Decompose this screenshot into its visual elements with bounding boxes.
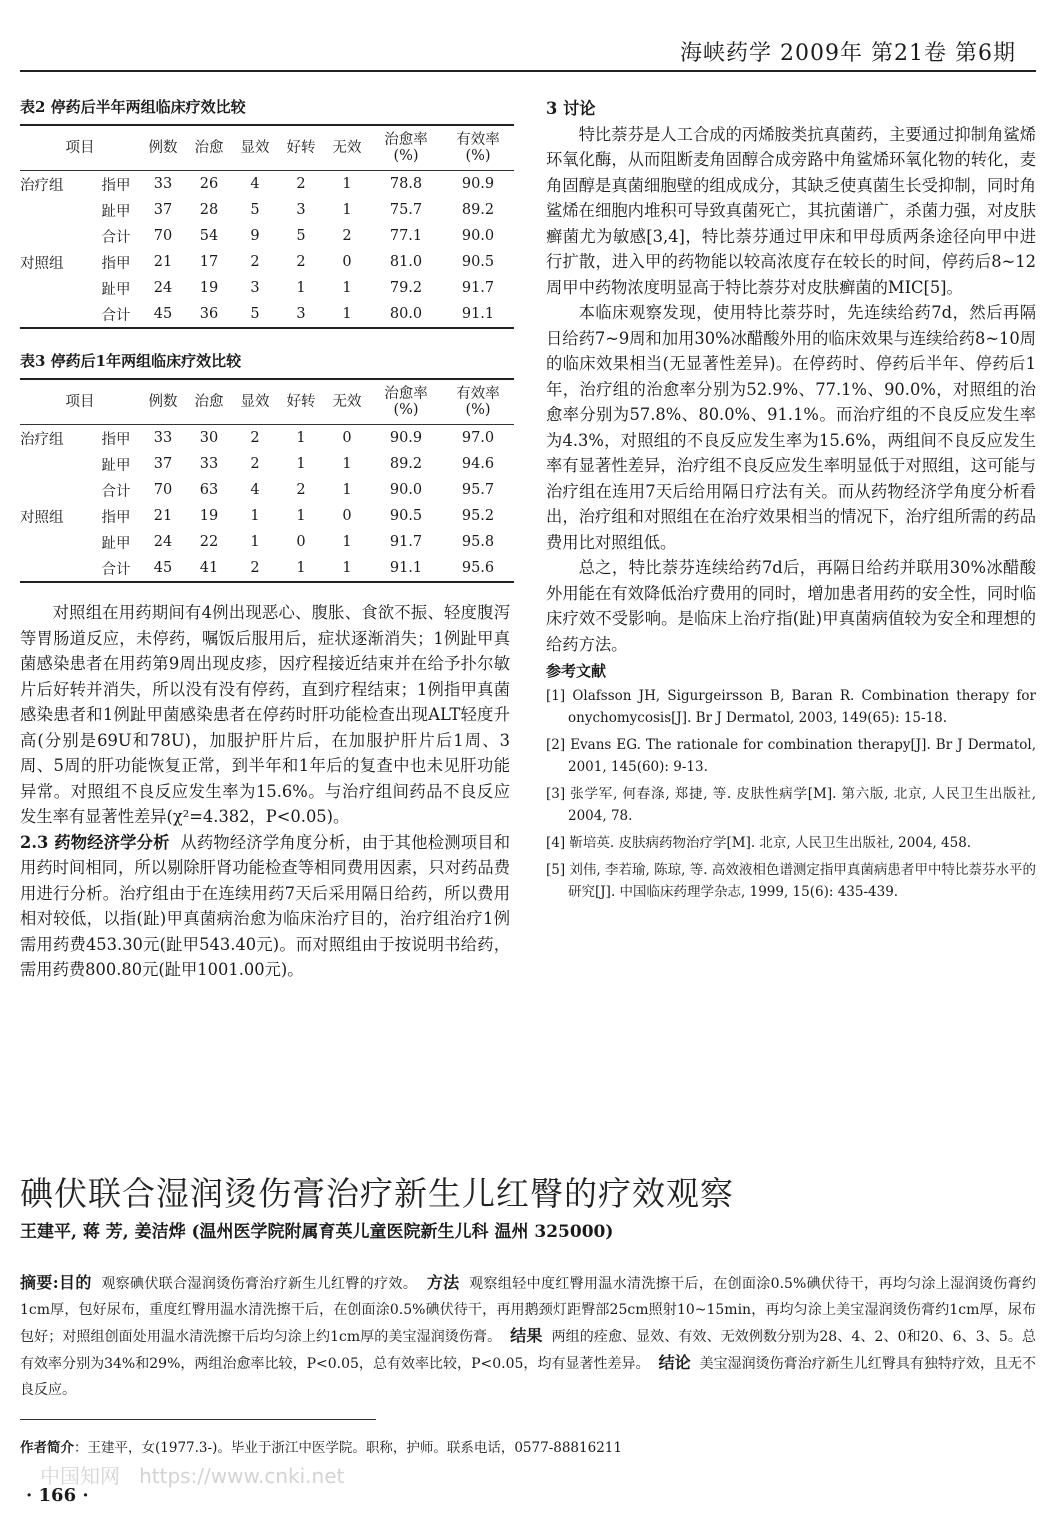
table-cell: 95.6 [442,555,514,582]
table-cell: 95.8 [461,534,495,550]
page-number: · 166 · [26,1485,89,1506]
table-cell: 趾甲 [101,457,131,474]
table-cell: 77.1 [389,228,423,244]
abstract [20,1270,1036,1403]
table-cell: 治疗组 [20,177,64,194]
abstract-label: 摘要: [20,1273,59,1292]
table-cell: 趾甲 [101,535,131,552]
table-cell: 63 [199,482,219,498]
table-cell: 5 [250,202,260,218]
table3-header-row [20,379,514,425]
table2-header-cell: 项目 [20,125,140,171]
author-info [20,1436,622,1456]
table-row [20,503,514,529]
discussion-paragraph-1: 特比萘芬是人工合成的丙烯胺类抗真菌药，主要通过抑制角鲨烯环氧化酶，从而阻断麦角固醇合成旁路中角鲨烯环氧化物的转化，麦角固醇是真菌细胞壁的组成成分，其缺乏使真菌生长受抑制，同时角鲨烯在细胞内堆积可导致真菌死亡，其抗菌谱广，杀菌力强，对皮肤癣菌尤为敏感[3,4]，特比萘芬通过甲床和甲母质两条途径向甲中进行扩散，进入甲的药物能以较高浓度存在较长的时间，停药后8~12周甲中药物浓度明显高于特比萘芬对皮肤癣菌的MIC[5]。 [546,124,1036,297]
table-row [20,477,514,503]
table-cell [20,301,92,328]
table-row [20,425,514,452]
table-cell: 1 [250,508,260,524]
table-cell: 17 [199,254,219,270]
table-cell: 2 [250,456,260,472]
section-2-3-title: 2.3 药物经济学分析 [20,832,170,852]
table-cell: 70 [153,482,173,498]
references-title: 参考文献 [546,662,607,680]
table-cell: 2 [250,254,260,270]
table-cell: 75.7 [389,202,423,218]
table-cell: 89.2 [461,202,495,218]
kw-purpose: 目的 [58,1273,92,1292]
table-cell: 1 [324,301,370,328]
table-cell: 4 [250,176,260,192]
table-cell: 1 [296,456,306,472]
table2-header-cell: 有效率 (%) [442,125,514,171]
table-row [20,555,514,582]
table-row [20,171,514,198]
table-cell [20,477,92,503]
table-cell: 1 [250,534,260,550]
table-cell: 3 [278,301,324,328]
table3-header-cell: 项目 [20,379,140,425]
running-header [0,0,1056,72]
table-row [20,275,514,301]
author-info-label: 作者简介 [20,1440,74,1456]
reference-list [546,685,1036,903]
table-cell: 21 [153,508,173,524]
table-cell: 91.1 [442,301,514,328]
reference-item: [3] 张学军, 何春涤, 郑捷, 等. 皮肤性病学[M]. 第六版, 北京, 人民卫生出版社, 2004, 78. [546,785,1036,824]
table-cell: 5 [232,301,278,328]
table-cell: 95.7 [461,482,495,498]
table-cell: 37 [153,202,173,218]
reference-item: [5] 刘伟, 李若瑜, 陈琼, 等. 高效液相色谱测定指甲真菌病患者甲中特比萘芬水平的研究[J]. 中国临床药理学杂志, 1999, 15(6): 435-439. [546,861,1036,900]
table-row [20,529,514,555]
table-cell [20,555,92,582]
table3-caption: 表3 停药后1年两组临床疗效比较 [20,352,242,370]
left-column-text [20,600,510,983]
table-row [20,451,514,477]
article-authors: 王建平, 蒋 芳, 姜洁烨 (温州医学院附属育英儿童医院新生儿科 温州 325000) [20,1222,614,1242]
table-cell: 90.0 [461,228,495,244]
table-cell: 指甲 [101,177,131,194]
abstract-conclusion: 美宝湿润烫伤膏治疗新生儿红臀具有独特疗效，且无不良反应。 [20,1356,1037,1398]
table-cell: 90.5 [389,508,423,524]
table-cell: 合计 [101,229,131,246]
table-cell: 36 [186,301,232,328]
table-cell: 2 [232,555,278,582]
table-cell: 90.0 [389,482,423,498]
table3-header-cell: 无效 [324,379,370,425]
table-cell: 45 [140,301,186,328]
table-cell: 81.0 [389,254,423,270]
table-cell: 0 [342,430,352,446]
right-column-text [546,96,1036,908]
table-cell: 78.8 [389,176,423,192]
table3-header-cell: 好转 [278,379,324,425]
table-cell: 41 [186,555,232,582]
table-cell: 1 [324,555,370,582]
table-row [20,249,514,275]
table-cell: 指甲 [101,255,131,272]
discussion-paragraph-3: 总之，特比萘芬连续给药7d后，再隔日给药并联用30%冰醋酸外用能在有效降低治疗费用的同时，增加患者用药的安全性，同时临床疗效不受影响。是临床上治疗指(趾)甲真菌病值较为安全和理想的给药方法。 [546,558,1036,654]
table-cell: 80.0 [370,301,442,328]
table-cell: 33 [153,176,173,192]
table-cell: 24 [153,280,173,296]
table-cell: 指甲 [101,431,131,448]
table-cell [20,223,92,249]
table-cell: 79.2 [389,280,423,296]
journal-citation: 海峡药学 2009年 第21卷 第6期 [680,41,1016,66]
author-info-text: ：王建平，女(1977.3-)。毕业于浙江中医学院。职称，护师。联系电话，0577-88816211 [74,1440,622,1456]
table3-header-cell: 治愈率 (%) [370,379,442,425]
abstract-result: 两组的痊愈、显效、有效、无效例数分别为28、4、2、0和20、6、3、5。总有效率分别为34%和29%，两组治愈率比较，P<0.05，总有效率比较，P<0.05，均有显著性差异。 [20,1329,1036,1372]
table2-header-cell: 治愈率 (%) [370,125,442,171]
table-cell: 对照组 [20,255,64,272]
table-cell: 2 [250,430,260,446]
table-cell: 90.5 [461,254,495,270]
table-cell: 趾甲 [101,203,131,220]
table3-header-cell: 治愈 [186,379,232,425]
table-row [20,197,514,223]
table-cell: 33 [153,430,173,446]
table-cell: 9 [250,228,260,244]
article-title: 碘伏联合湿润烫伤膏治疗新生儿红臀的疗效观察 [20,1174,734,1213]
table-cell: 89.2 [389,456,423,472]
table-cell: 37 [153,456,173,472]
table-cell: 2 [296,254,306,270]
footnote-rule [20,1419,376,1420]
reference-item: [2] Evans EG. The rationale for combination therapy[J]. Br J Dermatol, 2001, 145(60): 9-13. [546,736,1036,775]
watermark-cn: 中国知网 [40,1464,120,1488]
table-cell: 合计 [92,301,140,328]
table-cell: 30 [199,430,219,446]
section-2-3 [20,830,510,983]
table2-header-cell: 显效 [232,125,278,171]
watermark-url: https://www.cnki.net [139,1464,345,1488]
reference-item: [1] Olafsson JH, Sigurgeirsson B, Baran R. Combination therapy for onychomycosis[J]. Br J Dermatol, 2003, 149(65): 15-18. [546,687,1036,726]
table2-header-cell: 例数 [140,125,186,171]
table-cell: 治疗组 [20,431,64,448]
table-cell: 合计 [92,555,140,582]
reference-item: [4] 靳培英. 皮肤病药物治疗学[M]. 北京, 人民卫生出版社, 2004, 458. [546,834,972,851]
table-cell: 2 [296,482,306,498]
table-cell: 28 [199,202,219,218]
abstract-method: 观察组轻中度红臀用温水清洗擦干后，在创面涂0.5%碘伏待干，再均匀涂上湿润烫伤膏约1cm厚，包好尿布，重度红臀用温水清洗擦干后，在创面涂0.5%碘伏待干，再用鹅颈灯距臀部25cm照射10~15min，再均匀涂上美宝湿润烫伤膏约1cm厚，尿布包好；对照组创面处用温水清洗擦干后均匀涂上约1cm厚的美宝湿润烫伤膏。 [20,1276,1036,1345]
table-cell: 0 [296,534,306,550]
table-cell: 19 [199,508,219,524]
section-3-title: 3 讨论 [546,99,596,118]
table2-header-cell: 无效 [324,125,370,171]
table-cell: 指甲 [101,509,131,526]
table-cell: 91.7 [389,534,423,550]
table-cell [20,197,92,223]
table-cell: 90.9 [389,430,423,446]
table-cell: 45 [140,555,186,582]
abstract-purpose: 观察碘伏联合湿润烫伤膏治疗新生儿红臀的疗效。 [101,1276,418,1292]
table2-header-row [20,125,514,171]
adverse-reaction-paragraph: 对照组在用药期间有4例出现恶心、腹胀、食欲不振、轻度腹泻等胃肠道反应，未停药，嘱饭后服用后，症状逐渐消失；1例趾甲真菌感染患者在用药第9周出现皮疹，因疗程接近结束并在给予扑尔敏片后好转并消失，所以没有没有停药，直到疗程结束；1例指甲真菌感染患者和1例趾甲菌感染患者在停药时肝功能检查出现ALT轻度升高(分别是69U和78U)，加服护肝片后，在加服护肝片后1周、3周、5周的肝功能恢复正常，到半年和1年后的复查中也未见肝功能异常。对照组不良反应发生率为15.6%。与治疗组间药品不良反应发生率有显著性差异(χ²=4.382，P<0.05)。 [20,603,510,826]
table-cell: 19 [199,280,219,296]
table-cell: 95.2 [461,508,495,524]
table-cell: 97.0 [461,430,495,446]
table-cell: 对照组 [20,509,64,526]
table-cell: 54 [199,228,219,244]
header-rule [20,70,1036,72]
table-cell: 1 [342,176,352,192]
table-cell: 1 [342,482,352,498]
table-cell: 1 [342,534,352,550]
table3-header-cell: 有效率 (%) [442,379,514,425]
table-cell: 94.6 [461,456,495,472]
table2 [20,124,514,329]
table-cell: 26 [199,176,219,192]
table-cell: 1 [342,202,352,218]
table-cell: 0 [342,254,352,270]
table-cell: 5 [296,228,306,244]
section-2-3-text: 从药物经济学角度分析，由于其他检测项目和用药时间相同，所以剔除肝肾功能检查等相同费用因素，只对药品费用进行分析。治疗组由于在连续用药7天后采用隔日给药，所以费用相对较低，以指(趾)甲真菌病治愈为临床治疗目的，治疗组治疗1例需用药费453.30元(趾甲543.40元)。而对照组由于按说明书给药，需用药费800.80元(趾甲1001.00元)。 [20,832,511,979]
table-cell: 趾甲 [101,281,131,298]
table-cell [20,451,92,477]
table-cell: 21 [153,254,173,270]
table-cell [20,529,92,555]
table2-caption: 表2 停药后半年两组临床疗效比较 [20,98,246,116]
table-cell: 2 [296,176,306,192]
table-cell: 33 [199,456,219,472]
table-row [20,301,514,328]
table-cell: 3 [296,202,306,218]
table-cell: 合计 [101,483,131,500]
table-cell: 24 [153,534,173,550]
table-cell: 1 [342,280,352,296]
table-cell: 70 [153,228,173,244]
kw-method: 方法 [426,1273,460,1292]
table-cell: 3 [250,280,260,296]
table-cell: 1 [342,456,352,472]
table-cell: 91.7 [461,280,495,296]
table-cell: 91.1 [370,555,442,582]
table-cell: 0 [342,508,352,524]
kw-result: 结果 [510,1326,543,1345]
table2-header-cell: 治愈 [186,125,232,171]
table-cell: 2 [342,228,352,244]
table-cell: 90.9 [461,176,495,192]
table-cell: 22 [199,534,219,550]
discussion-paragraph-2: 本临床观察发现，使用特比萘芬时，先连续给药7d，然后再隔日给药7~9周和加用30%冰醋酸外用的临床效果与连续给药8~10周的临床效果相当(无显著性差异)。在停药时、停药后半年、停药后1年，治疗组的治愈率分别为52.9%、77.1%、90.0%，对照组的治愈率分别为57.8%、80.0%、91.1%。而治疗组的不良反应发生率为4.3%，对照组的不良反应发生率为15.6%，两组间不良反应发生率有显著性差异，治疗组不良反应发生率明显低于对照组，这可能与治疗组在连用7天后给用隔日疗法有关。而从药物经济学角度分析看出，治疗组和对照组在在治疗效果相当的情况下，治疗组所需的药品费用比对照组低。 [546,303,1036,552]
table2-header-cell: 好转 [278,125,324,171]
table-cell: 1 [296,430,306,446]
table3-header-cell: 显效 [232,379,278,425]
table-cell [20,275,92,301]
kw-conclusion: 结论 [658,1353,691,1372]
table-cell: 1 [296,508,306,524]
table-cell: 1 [278,555,324,582]
table-cell: 4 [250,482,260,498]
table-cell: 1 [296,280,306,296]
table-row [20,223,514,249]
table3 [20,378,514,583]
table3-header-cell: 例数 [140,379,186,425]
